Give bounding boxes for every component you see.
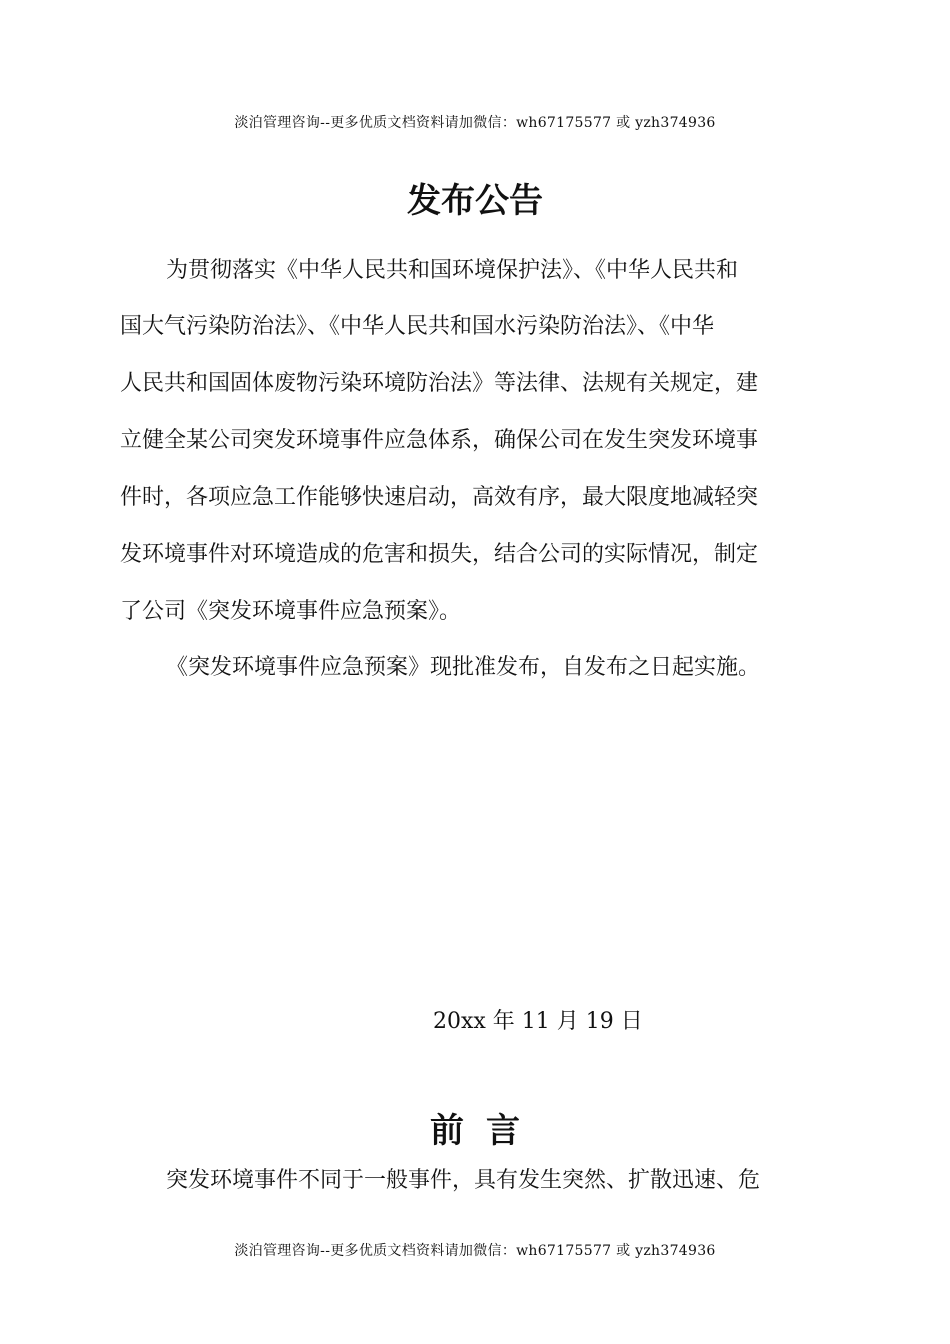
preface-first-line: 突发环境事件不同于一般事件，具有发生突然、扩散迅速、危 (166, 1168, 761, 1193)
announcement-line-5: 件时，各项应急工作能够快速启动，高效有序，最大限度地减轻突 (120, 485, 759, 510)
announcement-date: 20xx 年 11 月 19 日 (433, 1009, 643, 1034)
announcement-line-1: 为贯彻落实《中华人民共和国环境保护法》、《中华人民共和 (166, 258, 739, 283)
announcement-line-2: 国大气污染防治法》、《中华人民共和国水污染防治法》、《中华 (120, 314, 715, 339)
announcement-line-8: 《突发环境事件应急预案》现批准发布，自发布之日起实施。 (166, 655, 761, 680)
announcement-line-6: 发环境事件对环境造成的危害和损失，结合公司的实际情况，制定 (120, 542, 759, 567)
footer-watermark-note: 淡泊管理咨询--更多优质文档资料请加微信：wh67175577 或 yzh374936 (234, 1243, 716, 1259)
announcement-line-7: 了公司《突发环境事件应急预案》。 (120, 599, 462, 624)
preface-title: 前言 (430, 1111, 542, 1151)
header-watermark-note: 淡泊管理咨询--更多优质文档资料请加微信：wh67175577 或 yzh374936 (234, 115, 716, 131)
announcement-title: 发布公告 (407, 181, 543, 221)
announcement-line-3: 人民共和国固体废物污染环境防治法》等法律、法规有关规定，建 (120, 371, 759, 396)
announcement-line-4: 立健全某公司突发环境事件应急体系，确保公司在发生突发环境事 (120, 428, 759, 453)
